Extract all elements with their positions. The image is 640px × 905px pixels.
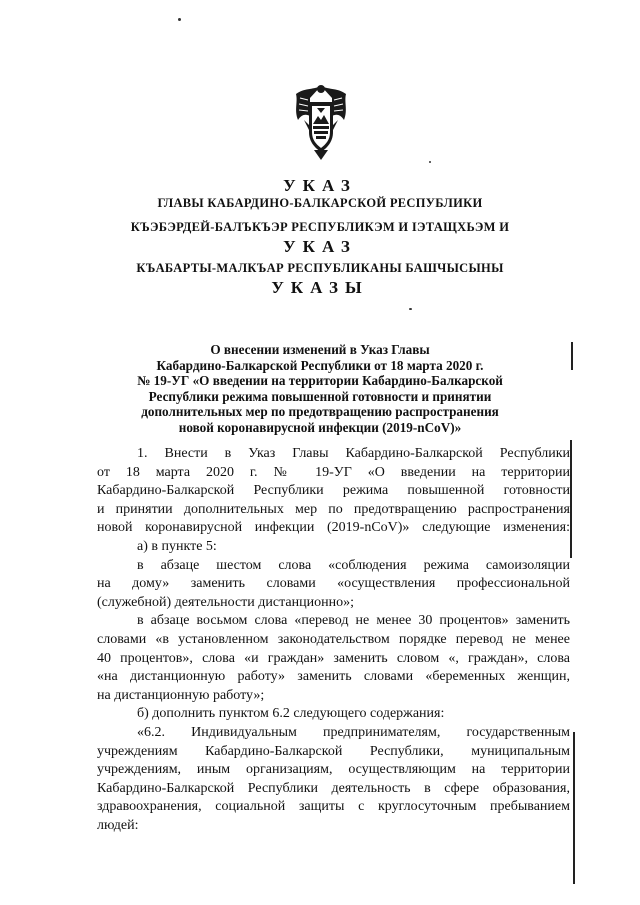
- decree-heading-kabardian: УКАЗ: [283, 237, 357, 256]
- body-line: словами «в установленном законодательством порядке перевод не менее: [97, 631, 570, 647]
- title-line: О внесении изменений в Указ Главы: [210, 342, 430, 357]
- body-line: «6.2. Индивидуальным предпринимателям, государственным: [137, 724, 570, 740]
- body-line: на дистанционную работу»;: [97, 687, 265, 703]
- body-line: на дому» заменить словами «осуществления профессиональной: [97, 576, 570, 592]
- scan-speck: [409, 308, 412, 310]
- body-line: в абзаце шестом слова «соблюдения режима самоизоляции: [137, 557, 570, 573]
- body-line: а) в пункте 5:: [137, 538, 217, 554]
- body-line: б) дополнить пунктом 6.2 следующего содержания:: [137, 706, 445, 722]
- body-line: учреждениям, иным организациям, осуществляющим на территории: [97, 762, 570, 778]
- title-line: Республики режима повышенной готовности и принятии: [148, 388, 492, 404]
- title-line: новой коронавирусной инфекции (2019-nCoV)»: [178, 419, 462, 435]
- body-line: от 18 марта 2020 г. № 19-УГ «О введении на территории: [97, 464, 570, 480]
- decree-heading-balkar: УКАЗЫ: [271, 278, 369, 297]
- body-line: Кабардино-Балкарской Республики режима повышенной готовности: [97, 483, 570, 499]
- body-line: в абзаце восьмом слова «перевод не менее 30 процентов» заменить: [137, 613, 570, 629]
- body-line: людей:: [97, 817, 139, 833]
- title-line: дополнительных мер по предотвращению распространения: [141, 404, 499, 420]
- body-line: здравоохранения, социальной защиты с круглосуточным пребыванием: [97, 799, 570, 815]
- decree-body: [97, 445, 570, 835]
- body-line: учреждениям Кабардино-Балкарской Республики, муниципальным: [97, 743, 570, 759]
- body-line: новой коронавирусной инфекции (2019-nCoV)» следующие изменения:: [97, 520, 570, 536]
- margin-mark: [571, 342, 573, 370]
- body-line: «на дистанционную работу» заменить словами «беременных женщин,: [97, 669, 570, 685]
- coat-of-arms-emblem: [290, 80, 352, 162]
- issuer-line-balkar: КЪАБАРТЫ-МАЛКЪАР РЕСПУБЛИКАНЫ БАШЧЫСЫНЫ: [136, 261, 504, 275]
- scan-speck: [178, 18, 181, 21]
- body-line: (служебной) деятельности дистанционно»;: [97, 594, 354, 610]
- margin-mark: [573, 732, 575, 884]
- body-line: 1. Внести в Указ Главы Кабардино-Балкарской Республики: [137, 446, 570, 461]
- body-line: Кабардино-Балкарской Республики деятельность в сфере образования,: [97, 780, 570, 796]
- issuer-line-ru: ГЛАВЫ КАБАРДИНО-БАЛКАРСКОЙ РЕСПУБЛИКИ: [157, 196, 483, 210]
- scan-speck: [429, 161, 431, 163]
- margin-mark: [570, 440, 572, 558]
- body-line: 40 процентов», слова «и граждан» заменить словом «, граждан», слова: [97, 650, 570, 666]
- title-line: Кабардино-Балкарской Республики от 18 марта 2020 г.: [156, 357, 484, 373]
- decree-title: [100, 342, 540, 436]
- body-line: и принятии дополнительных мер по предотвращению распространения: [97, 501, 570, 517]
- issuer-line-kabardian: КЪЭБЭРДЕЙ-БАЛЪКЪЭР РЕСПУБЛИКЭМ И ІЭТАЩХЬЭМ И: [130, 220, 510, 234]
- title-line: № 19-УГ «О введении на территории Кабардино-Балкарской: [137, 373, 503, 389]
- decree-heading-ru: УКАЗ: [283, 176, 357, 195]
